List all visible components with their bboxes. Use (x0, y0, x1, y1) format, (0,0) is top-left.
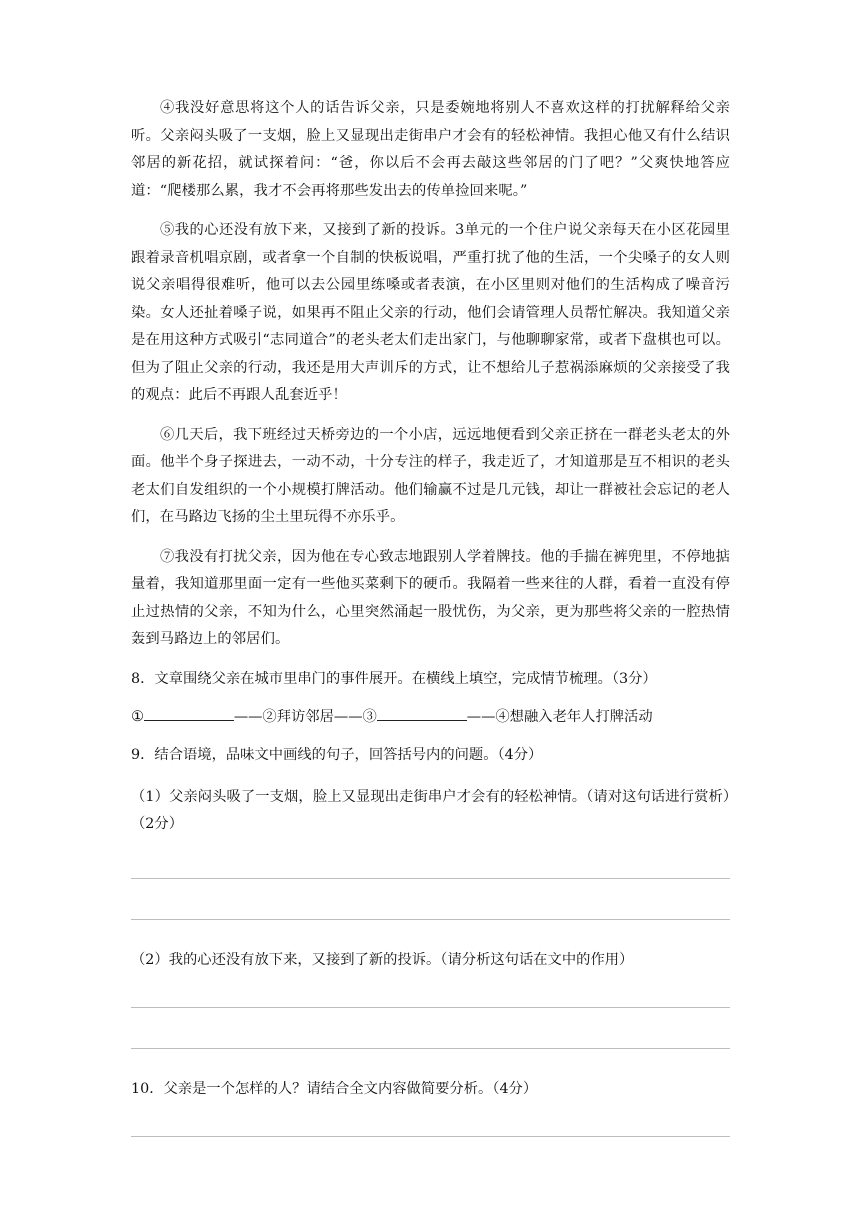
question-8-stem: 8．文章围绕父亲在城市里串门的事件展开。在横线上填空，完成情节梳理。（3分） (131, 670, 657, 687)
answer-line[interactable] (131, 1048, 730, 1049)
question-9-sub1: （1）父亲闷头吸了一支烟，脸上又显现出走街串户才会有的轻松神情。（请对这句话进行赏析）（2分） (131, 788, 730, 832)
paragraph-7: ⑦我没有打扰父亲，因为他在专心致志地跟别人学着牌技。他的手揣在裤兜里，不停地掂量着，我知道那里面一定有一些他买菜剩下的硬币。我隔着一些来往的人群，看着一直没有停止过热情的父亲，不知为什么，心里突然涌起一股忧伤，为父亲，更为那些将父亲的一腔热情轰到马路边上的邻居们。 (131, 548, 730, 647)
answer-line[interactable] (131, 1136, 730, 1137)
plot-blank-3[interactable] (377, 705, 467, 721)
paragraph-5: ⑤我的心还没有放下来，又接到了新的投诉。3单元的一个住户说父亲每天在小区花园里跟着录音机唱京剧，或者拿一个自制的快板说唱，严重打扰了他的生活，一个尖嗓子的女人则说父亲唱得很难听，他可以去公园里练嗓或者表演，在小区里则对他们的生活构成了噪音污染。女人还扯着嗓子说，如果再不阻止父亲的行动，他们会请管理人员帮忙解决。我知道父亲是在用这种方式吸引“志同道合”的老头老太们走出家门，与他聊聊家常，或者下盘棋也可以。但为了阻止父亲的行动，我还是用大声训斥的方式，让不想给儿子惹祸添麻烦的父亲接受了我的观点：此后不再跟人乱套近乎！ (131, 222, 730, 403)
plot-flow-start: ① (131, 708, 144, 725)
answer-line[interactable] (131, 919, 730, 920)
answer-line[interactable] (131, 878, 730, 879)
plot-flow (131, 704, 730, 731)
question-10-stem: 10．父亲是一个怎样的人？请结合全文内容做简要分析。（4分） (131, 1080, 538, 1097)
plot-flow-mid: ——②拜访邻居——③ (233, 708, 377, 725)
answer-line[interactable] (131, 1007, 730, 1008)
plot-flow-end: ——④想融入老年人打牌活动 (466, 708, 653, 725)
page-content (131, 95, 730, 1137)
paragraph-6: ⑥几天后，我下班经过天桥旁边的一个小店，远远地便看到父亲正挤在一群老头老太的外面。他半个身子探进去，一动不动，十分专注的样子，我走近了，才知道那是互不相识的老头老太们自发组织的一个小规模打牌活动。他们输赢不过是几元钱，却让一群被社会忘记的老人们，在马路边飞扬的尘土里玩得不亦乐乎。 (131, 426, 730, 525)
question-9-sub2: （2）我的心还没有放下来，又接到了新的投诉。（请分析这句话在文中的作用） (131, 951, 634, 968)
plot-blank-1[interactable] (144, 705, 234, 721)
question-9-stem: 9．结合语境，品味文中画线的句子，回答括号内的问题。（4分） (131, 746, 543, 763)
paragraph-4: ④我没好意思将这个人的话告诉父亲，只是委婉地将别人不喜欢这样的打扰解释给父亲听。父亲闷头吸了一支烟，脸上又显现出走街串户才会有的轻松神情。我担心他又有什么结识邻居的新花招，就试探着问：“爸，你以后不会再去敲这些邻居的门了吧？”父爽快地答应道：“爬楼那么累，我才不会再将那些发出去的传单捡回来呢。” (131, 100, 730, 199)
